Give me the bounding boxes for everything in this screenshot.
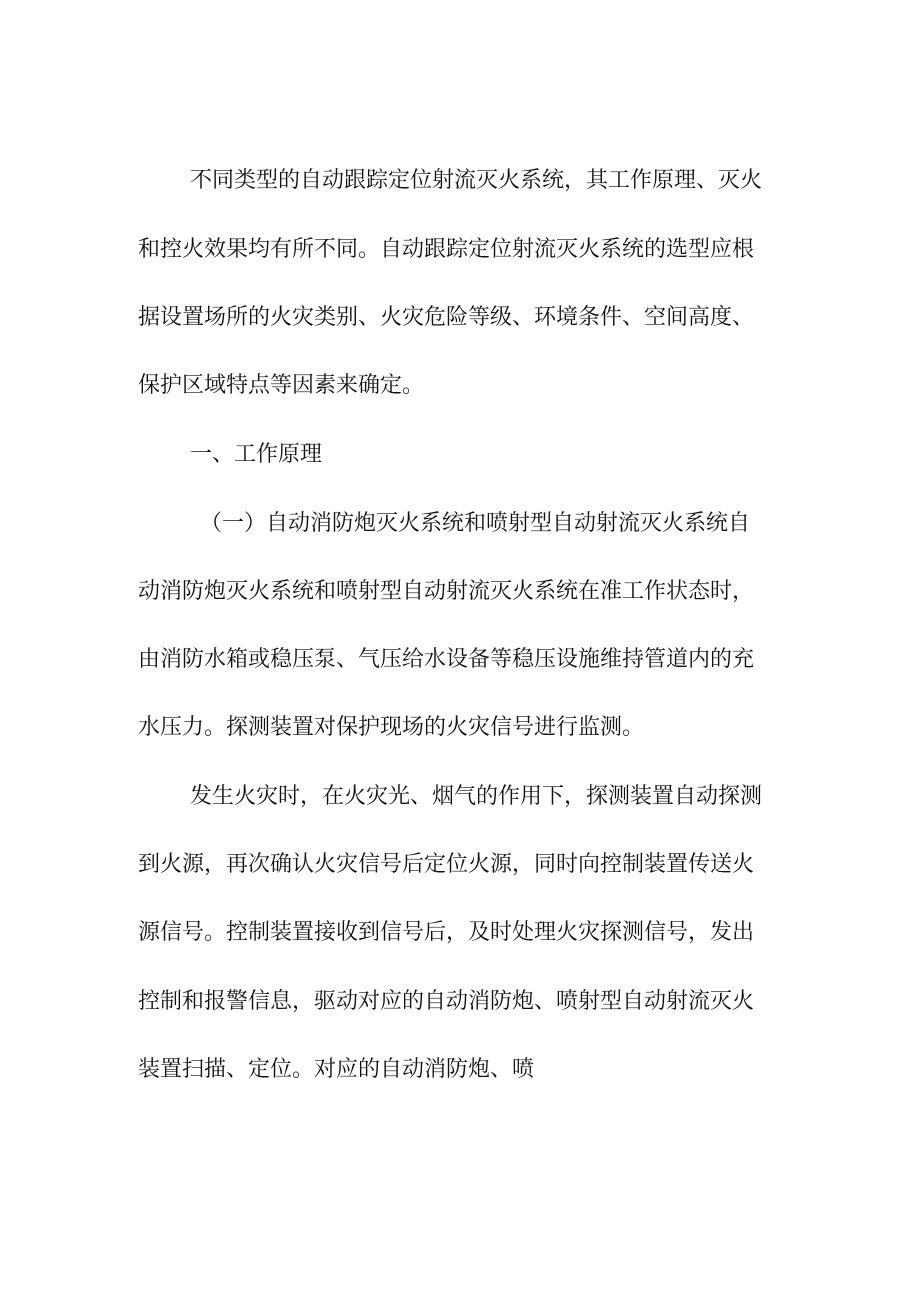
paragraph-1-line-3: 据设置场所的火灾类别、火灾危险等级、环境条件、空间高度、 (138, 305, 755, 330)
paragraph-3-line-3: 源信号。控制装置接收到信号后，及时处理火灾探测信号，发出 (138, 920, 755, 945)
paragraph-1-line-1: 不同类型的自动跟踪定位射流灭火系统，其工作原理、灭火 (190, 168, 763, 193)
paragraph-1-line-2: 和控火效果均有所不同。自动跟踪定位射流灭火系统的选型应根 (138, 237, 755, 262)
paragraph-2-line-2: 动消防炮灭火系统和喷射型自动射流灭火系统在准工作状态时， (138, 579, 755, 604)
section-heading: 一、工作原理 (190, 442, 323, 467)
paragraph-3-line-1: 发生火灾时，在火灾光、烟气的作用下，探测装置自动探测 (190, 784, 763, 809)
paragraph-2-line-3: 由消防水箱或稳压泵、气压给水设备等稳压设施维持管道内的充 (138, 647, 755, 672)
paragraph-3-line-2: 到火源，再次确认火灾信号后定位火源，同时向控制装置传送火 (138, 852, 755, 877)
paragraph-3-line-4: 控制和报警信息，驱动对应的自动消防炮、喷射型自动射流灭火 (138, 989, 755, 1014)
paragraph-2-line-1: （一）自动消防炮灭火系统和喷射型自动射流灭火系统自 (200, 511, 751, 536)
paragraph-1-line-4: 保护区域特点等因素来确定。 (138, 373, 425, 398)
paragraph-3-line-5: 装置扫描、定位。对应的自动消防炮、喷 (138, 1057, 535, 1082)
paragraph-2-line-4: 水压力。探测装置对保护现场的火灾信号进行监测。 (138, 715, 645, 740)
